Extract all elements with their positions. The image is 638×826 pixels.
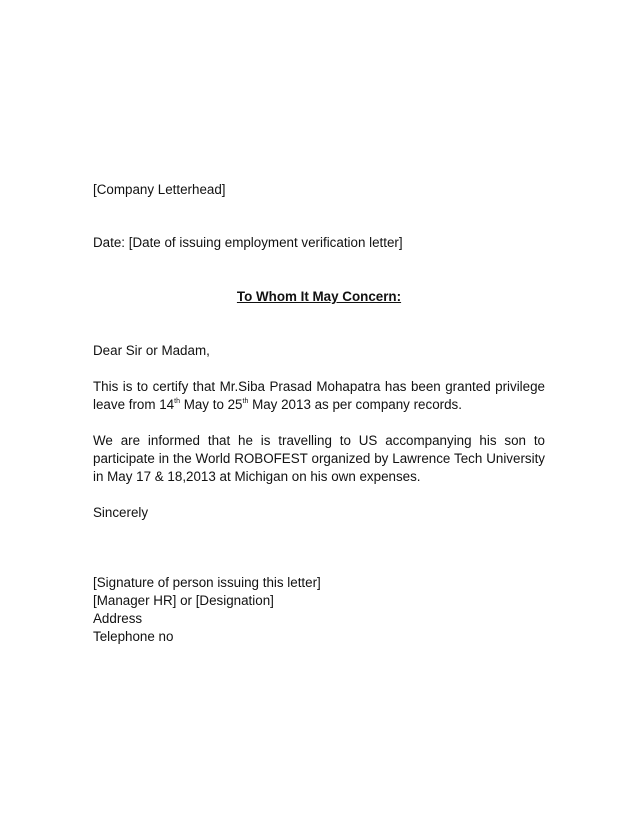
paragraph2-line1: We are informed that he is travelling to US accompanying his son to [93, 433, 545, 448]
date-line: Date: [Date of issuing employment verification letter] [93, 235, 403, 250]
salutation: Dear Sir or Madam, [93, 343, 210, 358]
address-line: Address [93, 611, 143, 626]
paragraph2-line2: participate in the World ROBOFEST organized by Lawrence Tech University [93, 451, 545, 466]
paragraph-travel-info [93, 432, 545, 486]
closing: Sincerely [93, 505, 149, 520]
letter-heading: To Whom It May Concern: [236, 289, 402, 304]
signature-line: [Signature of person issuing this letter] [93, 575, 321, 590]
ordinal-suffix: th [242, 398, 249, 405]
telephone-line: Telephone no [93, 629, 174, 644]
letterhead-placeholder: [Company Letterhead] [93, 182, 226, 197]
leave-to-text: May to 25 [179, 397, 243, 412]
leave-records-text: May 2013 as per company records. [248, 397, 462, 412]
paragraph1-line1: This is to certify that Mr.Siba Prasad Mohapatra has been granted privilege [93, 379, 545, 394]
paragraph-leave-certification [93, 378, 545, 414]
paragraph2-line3: in May 17 & 18,2013 at Michigan on his own expenses. [93, 469, 421, 484]
paragraph1-line2 [93, 396, 545, 414]
ordinal-suffix: th [174, 398, 180, 405]
designation-line: [Manager HR] or [Designation] [93, 593, 274, 608]
leave-from-text: leave from 14 [93, 397, 175, 412]
